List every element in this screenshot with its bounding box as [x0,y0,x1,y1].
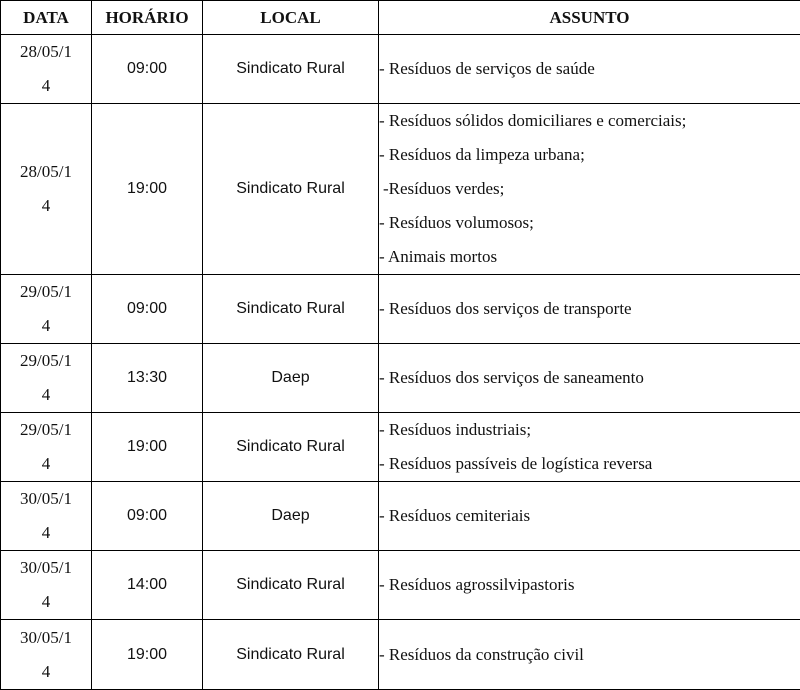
subject-line: -Resíduos verdes; [379,172,800,206]
subject-line: - Resíduos industriais; [379,413,800,447]
table-row [1,413,800,482]
date-line: 4 [1,309,91,343]
subject-line: - Resíduos dos serviços de saneamento [379,361,800,395]
date-line: 28/05/1 [1,155,91,189]
local-cell: Daep [203,482,379,551]
subject-cell [379,35,800,104]
subject-line: - Resíduos da construção civil [379,638,800,672]
table-row [1,344,800,413]
date-line: 28/05/1 [1,35,91,69]
table-row [1,620,800,690]
subject-line: - Resíduos sólidos domiciliares e comerciais; [379,104,800,138]
local-cell: Daep [203,344,379,413]
table-row [1,275,800,344]
date-line: 30/05/1 [1,621,91,655]
table-row [1,104,800,275]
date-line: 4 [1,447,91,481]
subject-line: - Resíduos dos serviços de transporte [379,292,800,326]
local-cell: Sindicato Rural [203,35,379,104]
time-cell: 19:00 [92,413,203,482]
date-cell [1,413,92,482]
subject-line: - Resíduos cemiteriais [379,499,800,533]
date-cell [1,551,92,620]
subject-line: - Resíduos de serviços de saúde [379,52,800,86]
subject-cell [379,344,800,413]
subject-line: - Resíduos passíveis de logística reversa [379,447,800,481]
local-cell: Sindicato Rural [203,104,379,275]
header-assunto: ASSUNTO [379,1,800,35]
schedule-body [1,35,800,690]
date-line: 4 [1,655,91,689]
date-line: 29/05/1 [1,275,91,309]
date-line: 4 [1,585,91,619]
date-cell [1,620,92,690]
header-row [1,1,800,35]
time-cell: 09:00 [92,275,203,344]
header-data: DATA [1,1,92,35]
date-line: 4 [1,189,91,223]
subject-line: - Animais mortos [379,240,800,274]
date-cell [1,35,92,104]
date-line: 4 [1,69,91,103]
local-cell: Sindicato Rural [203,413,379,482]
date-line: 29/05/1 [1,344,91,378]
time-cell: 09:00 [92,482,203,551]
date-line: 30/05/1 [1,551,91,585]
date-cell [1,482,92,551]
time-cell: 13:30 [92,344,203,413]
date-line: 4 [1,516,91,550]
local-cell: Sindicato Rural [203,275,379,344]
subject-cell [379,275,800,344]
table-row [1,35,800,104]
date-cell [1,275,92,344]
date-line: 30/05/1 [1,482,91,516]
time-cell: 09:00 [92,35,203,104]
time-cell: 19:00 [92,104,203,275]
table-row [1,482,800,551]
subject-line: - Resíduos da limpeza urbana; [379,138,800,172]
subject-cell [379,620,800,690]
subject-cell [379,104,800,275]
date-cell [1,344,92,413]
header-horario: HORÁRIO [92,1,203,35]
local-cell: Sindicato Rural [203,620,379,690]
time-cell: 19:00 [92,620,203,690]
date-line: 29/05/1 [1,413,91,447]
table-row [1,551,800,620]
time-cell: 14:00 [92,551,203,620]
subject-cell [379,482,800,551]
local-cell: Sindicato Rural [203,551,379,620]
subject-line: - Resíduos agrossilvipastoris [379,568,800,602]
subject-line: - Resíduos volumosos; [379,206,800,240]
header-local: LOCAL [203,1,379,35]
subject-cell [379,551,800,620]
date-cell [1,104,92,275]
subject-cell [379,413,800,482]
date-line: 4 [1,378,91,412]
